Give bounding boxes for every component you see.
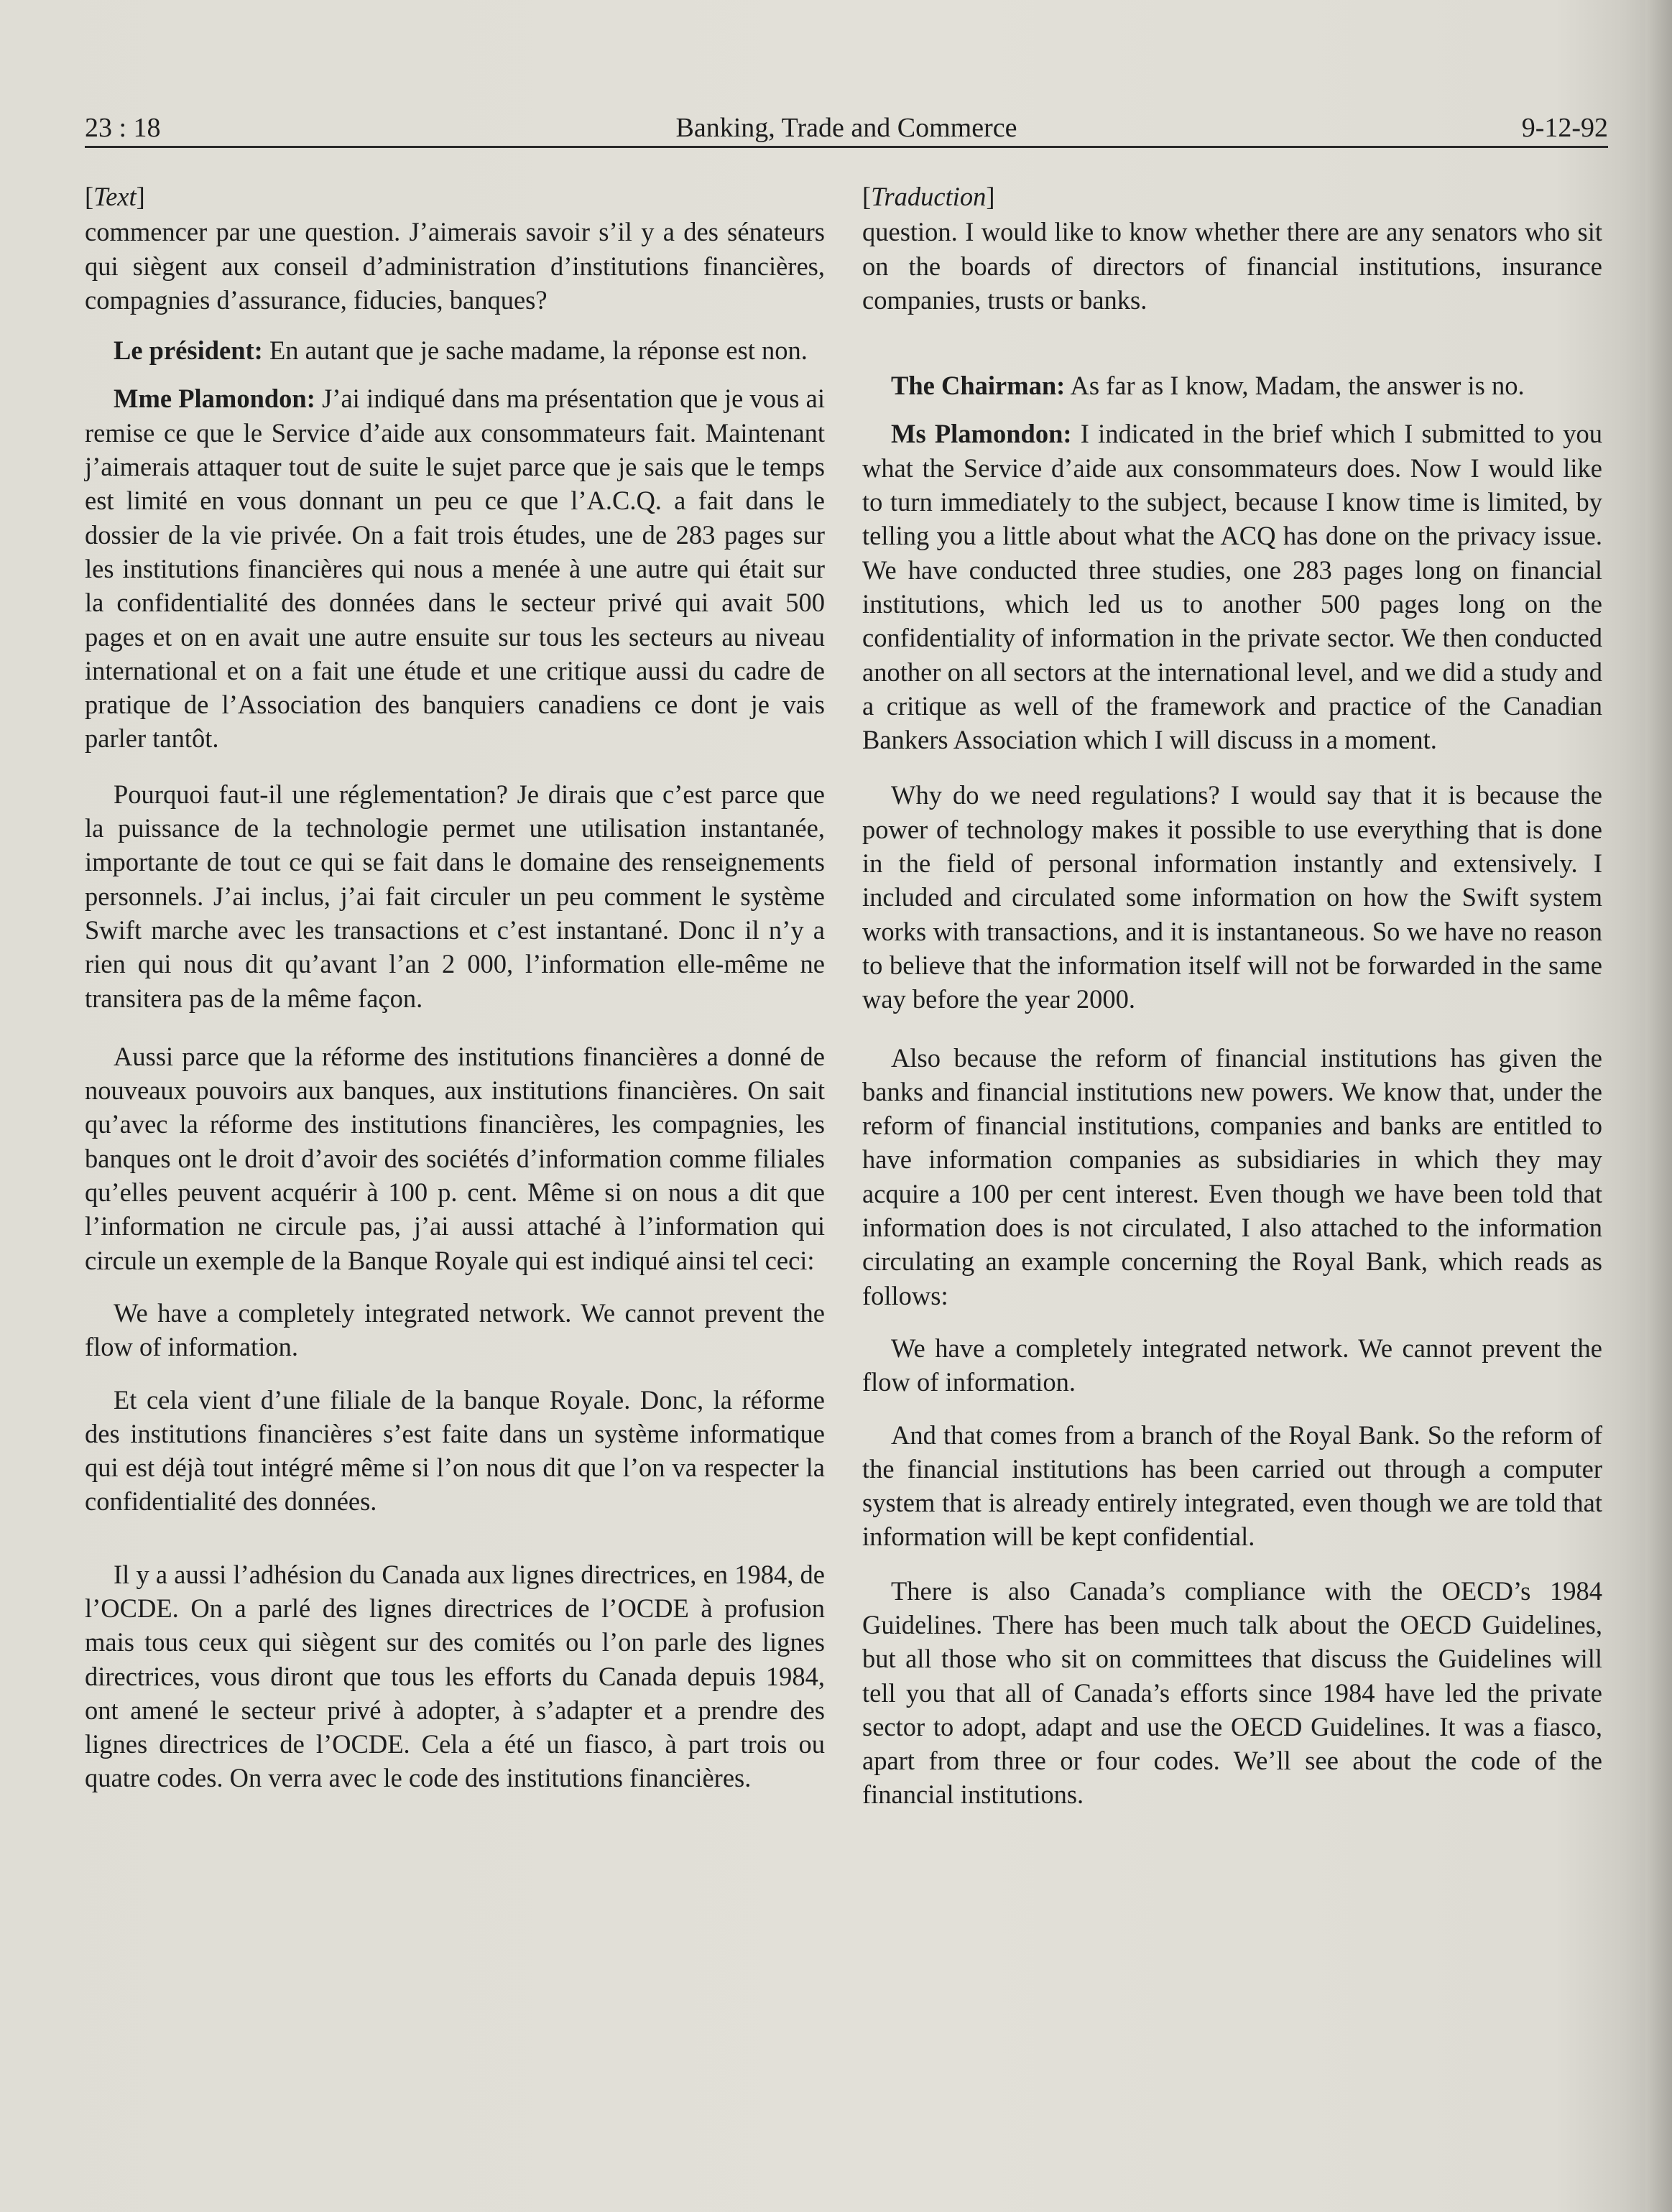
section-tag-text: [Text] [85,182,145,211]
section-tag-translation: [Traduction] [862,182,995,211]
speech-text: J’ai indiqué dans ma présentation que je vous ai remise ce que le Service d’aide aux consommateurs fait. Maintenant j’aimerais attaquer tout de suite le sujet parce que je sais que le temps est limité en vous donnant un peu ce que l’A.C.Q. a fait dans le dossier de la vie privée. On a fait trois études, une de 283 pages sur les institutions financières qui nous a menée à une autre qui était sur la confidentialité des données dans le secteur privé qui avait 500 pages et on en avait une autre ensuite sur tous les secteurs au niveau international et on a fait une étude et une critique aussi du cadre de pratique de l’Association des banquiers canadiens ce dont je vais parler tantôt. [85,384,825,754]
header-date: 9-12-92 [1521,113,1608,143]
paragraph: Il y a aussi l’adhésion du Canada aux lignes directrices, en 1984, de l’OCDE. On a parlé des lignes directrices de l’OCDE à profusion mais tous ceux qui siègent sur des comités ou l’on parle des lignes directrices, vous diront que tous les efforts du Canada depuis 1984, ont amené le secteur privé à adopter, à s’adapter et a prendre des lignes directrices de l’OCDE. Cela a été un fiasco, à part trois ou quatre codes. On verra avec le code des institutions financières. [85,1559,825,1793]
paragraph-speaker [862,369,1602,402]
paragraph: And that comes from a branch of the Royal Bank. So the reform of the financial institutions has been carried out through a computer system that is already entirely integrated, even though we are told that information will be kept confidential. [862,1420,1602,1552]
paragraph: Et cela vient d’une filiale de la banque Royale. Donc, la réforme des institutions financières s’est faite dans un système informatique qui est déjà tout intégré même si l’on nous dit que l’on va respecter la confidentialité des données. [85,1384,825,1517]
speaker-name: Le président: [114,335,263,366]
quoted-paragraph: We have a completely integrated network. We cannot prevent the flow of information. [862,1333,1602,1397]
paragraph-speaker [85,333,825,367]
page-edge-shadow [1645,0,1672,2212]
paragraph: Pourquoi faut-il une réglementation? Je dirais que c’est parce que la puissance de la technologie permet une utilisation instantanée, importante de tout ce qui se fait dans le domaine des renseignements personnels. J’ai inclus, j’ai fait circuler un peu comment le système Swift marche avec les transactions et c’est instantané. Donc il n’y a rien qui nous dit qu’avant l’an 2 000, l’information elle-même ne transitera pas de la même façon. [85,779,825,1013]
speech-text: En autant que je sache madame, la réponse est non. [262,335,808,366]
paragraph: Aussi parce que la réforme des institutions financières a donné de nouveaux pouvoirs aux banques, aux institutions financières. On sait qu’avec la réforme des institutions financières, les compagnies, les banques ont le droit d’avoir des sociétés d’information comme filiales qu’elles peuvent acquérir à 100 p. cent. Même si on nous a dit que l’information ne circule pas, j’ai aussi attaché à l’information qui circule un exemple de la Banque Royale qui est indiqué ainsi tel ceci: [85,1041,825,1275]
speaker-name: Mme Plamondon: [114,384,315,414]
header-title: Banking, Trade and Commerce [675,113,1017,143]
speech-text: I indicated in the brief which I submitted to you what the Service d’aide aux consommateurs does. Now I would like to turn immediately to the subject, because I know time is limited, by telling you a little about what the ACQ has done on the privacy issue. We have conducted three studies, one 283 pages long on financial institutions, which led us to another 500 pages long on the confidentiality of information in the private sector. We then conducted another on all sectors at the international level, and we did a study and a critique as well of the framework and practice of the Canadian Bankers Association which I will discuss in a moment. [862,419,1602,755]
speaker-name: The Chairman: [891,371,1066,401]
paragraph: commencer par une question. J’aimerais savoir s’il y a des sénateurs qui siègent aux conseil d’administration d’institutions financières, compagnies d’assurance, fiducies, banques? [85,217,825,315]
paragraph: question. I would like to know whether there are any senators who sit on the boards of directors of financial institutions, insurance companies, trusts or banks. [862,217,1602,315]
speaker-name: Ms Plamondon: [891,419,1072,449]
header-rule [85,146,1608,148]
paragraph-speaker [85,381,825,755]
running-header [85,112,1608,148]
paragraph: Why do we need regulations? I would say that it is because the power of technology makes it possible to use everything that is done in the field of personal information instantly and extensively. I included and circulated some information on how the Swift system works with transactions, and it is instantaneous. So we have no reason to believe that the information itself will not be forwarded in the same way before the year 2000. [862,780,1602,1014]
speech-text: As far as I know, Madam, the answer is no. [1065,371,1525,401]
paragraph: There is also Canada’s compliance with the OECD’s 1984 Guidelines. There has been much talk about the OECD Guidelines, but all those who sit on committees that discuss the Guidelines will tell you that all of Canada’s efforts since 1984 have led the private sector to adopt, adapt and use the OECD Guidelines. It was a fiasco, apart from three or four codes. We’ll see about the code of the financial institutions. [862,1575,1602,1810]
column-english [862,180,1602,1812]
quoted-paragraph: We have a completely integrated network. We cannot prevent the flow of information. [85,1297,825,1362]
header-page-ref: 23 : 18 [85,113,161,143]
column-french [85,180,825,1795]
paragraph-speaker [862,417,1602,756]
paragraph: Also because the reform of financial institutions has given the banks and financial institutions new powers. We know that, under the reform of financial institutions, companies and banks are entitled to have information companies as subsidiaries in which they may acquire a 100 per cent interest. Even though we have been told that information does is not circulated, I also attached to the information circulating an example concerning the Royal Bank, which reads as follows: [862,1042,1602,1310]
